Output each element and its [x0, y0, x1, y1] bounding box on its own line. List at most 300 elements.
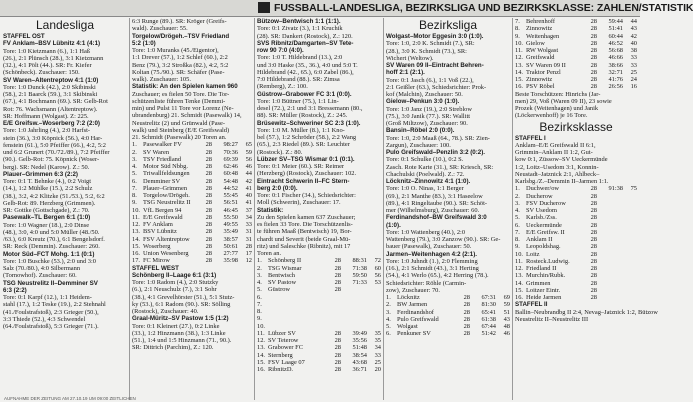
goals-cell: 98:27 — [223, 141, 238, 149]
team-cell: FSV Laage 07 — [268, 358, 305, 366]
games-cell: 28 — [205, 199, 212, 207]
team-cell: FSV Ducherow — [526, 199, 566, 207]
rank-cell: 10. — [132, 206, 140, 214]
match-headline: STAFFEL I — [515, 134, 546, 142]
text-line: (67.), 4:1 Bochmann (69.). SR: Gelb-Rot — [3, 98, 108, 106]
goals-cell: 44:52 — [223, 184, 238, 192]
match-headline: STAFFEL OST — [3, 33, 45, 40]
team-cell — [268, 315, 329, 322]
text-line: (90.). Gelb-Rot: 75. Köpnick (Woser- — [3, 156, 100, 164]
table-row — [515, 193, 637, 200]
rank-cell: 15. — [132, 242, 140, 250]
text-line: Karlsbg./Z.–Demmin II–Jarmen 1:1. — [515, 178, 609, 185]
rank-cell: 2. — [386, 301, 391, 309]
goals-cell: 51:42 — [481, 330, 496, 338]
goals-cell — [341, 294, 367, 301]
match-headline: STAFFEL II — [515, 301, 548, 309]
rank-cell: 6. — [257, 293, 262, 301]
team-cell: FV Anklam — [143, 221, 173, 228]
text-line: (41./Foulstrafstoß), 2:3 Grieger (50.), — [3, 308, 99, 316]
text-line: (65.), 2:3 Riedel (89.). SR: Leuchter — [257, 141, 350, 149]
text-line: Tore: 0:1 Meier (60.). SR: Reimer — [257, 163, 345, 170]
goals-cell: 36:71 — [352, 366, 367, 373]
standings-table-west — [257, 257, 381, 373]
text-line: Tore: 1:0, 2:0 Maaß (64., 78.). SR: Zien- — [386, 134, 490, 142]
text-line: Moll (Schwerin), Zuschauer: 17. — [257, 199, 341, 207]
column-landesliga-ost — [3, 18, 127, 400]
rank-cell: 12. — [515, 54, 523, 62]
text-line: Wattenberg (79.), 3:0 Zanzow (90.). SR: Ge- — [386, 236, 501, 243]
rank-cell: 4. — [257, 279, 262, 286]
text-line: schützenliste führen Tenke (Demmi- — [132, 97, 226, 105]
games-cell: 28 — [205, 170, 212, 178]
text-line: Tore: 1:0 Kietzmann (6.), 1:1 Haß — [3, 47, 91, 55]
text-line: Tore: 0:1 T. Behnke (4.), 0:2 Voigt — [3, 178, 92, 185]
match-headline: Schönberg II–Laage 6:1 (3:1) — [132, 271, 217, 279]
match-headline: hoff 2:1 (2:1). — [386, 69, 425, 77]
match-headline: E/E Greifsw.–Woserberg 7:2 (2:0) — [3, 120, 100, 127]
text-line: Anklam–E/E Greifswald II 6:1, — [515, 141, 596, 149]
rank-cell: 16. — [515, 294, 523, 301]
points-cell: 53 — [374, 279, 381, 286]
points-cell — [367, 315, 381, 322]
games-cell: 28 — [590, 47, 597, 54]
games-cell: 28 — [205, 184, 212, 192]
text-line: (33.), 1:2 Hinzmann (38.), 1:3 Linke — [132, 329, 226, 337]
text-line: wald). Zuschauer: 55. — [132, 25, 188, 33]
team-cell: FC Mirow — [143, 257, 170, 265]
points-cell: 12 — [245, 257, 252, 265]
points-cell: 42 — [630, 32, 637, 40]
team-cell: SV Waren 09 II — [526, 61, 566, 69]
team-cell: Murchin/Rubk. — [526, 272, 566, 280]
games-cell: 28 — [590, 32, 597, 40]
team-cell — [268, 308, 329, 315]
text-line: Neustrelitz II–Neustrelitz III — [515, 315, 589, 323]
text-line: (6.), 2:1 Neuschulz (7.), 3:1 Sohr — [132, 286, 217, 294]
points-cell: 72 — [374, 257, 381, 265]
text-line: (54.), 4:1 Werlo (65.), 4:2 Herring (78.). — [386, 272, 489, 280]
text-line: min) und Pulst 11 Tore vor Lorenz (Ne- — [132, 105, 234, 112]
goals-cell: 46:52 — [608, 39, 623, 47]
text-line: (Groß Miltzow), Zuschauer: 90. — [386, 120, 468, 127]
rank-cell: 15. — [515, 286, 523, 294]
table-row — [386, 309, 510, 316]
points-cell: 33 — [630, 61, 637, 69]
points-cell: 24 — [630, 76, 637, 83]
points-cell — [367, 308, 381, 315]
team-cell: Woserberg — [143, 242, 171, 250]
games-cell: 28 — [590, 39, 597, 47]
text-line: Tore: 1:0 Janz (19.), 2:0 Streblow — [386, 105, 472, 113]
text-line: 7:0 Hildebrand (88.). SR: Zimsa — [257, 76, 340, 83]
team-cell: Pulo Greifswald — [397, 315, 439, 323]
team-cell: Zinnowitz — [526, 76, 553, 83]
text-line: (69.), 2:1 Manthe (83.), 3:1 Haseelow — [386, 192, 483, 200]
text-line: Zargun), Zuschauer: 100. — [386, 141, 451, 149]
goals-cell: 46:45 — [223, 206, 238, 214]
goals-cell: 70:36 — [223, 148, 238, 156]
rank-cell: 5. — [132, 170, 137, 178]
goals-cell: 38:66 — [608, 61, 623, 69]
rank-cell: 10. — [515, 39, 523, 47]
text-line: (Rostock), Zuschauer: 40. — [132, 308, 199, 315]
table-row — [515, 200, 637, 207]
section-heading-landesliga: Landesliga — [35, 18, 95, 32]
text-line: Tore: 0:1 Zivatz (3.), 1:1 Kruchik — [257, 25, 343, 33]
points-cell — [623, 200, 637, 207]
goals-cell — [597, 258, 623, 265]
rank-cell: 13. — [515, 61, 523, 69]
table-row — [515, 243, 637, 250]
match-headline: Eintracht Schwerin II–FC Stern- — [257, 177, 350, 185]
points-cell: 65 — [245, 141, 252, 149]
rank-cell: 11. — [257, 329, 265, 337]
points-cell: 43 — [630, 25, 637, 33]
text-line: Benz (79.), 3:2 Stroßka (82.), 4:2, 5:2 — [132, 61, 229, 69]
rank-cell: 7. — [515, 18, 520, 25]
text-line: 6:3 Runge (89.). SR: Kröger (Greifs- — [132, 18, 227, 25]
goals-cell: 61:38 — [481, 315, 496, 323]
games-cell: 28 — [590, 199, 597, 207]
team-cell: Zinnowitz — [526, 25, 553, 33]
points-cell: 31 — [245, 228, 252, 236]
team-cell: Loitzer Eintr. — [526, 286, 561, 294]
goals-cell: 56:51 — [223, 199, 238, 207]
goals-cell — [597, 222, 623, 229]
team-cell: Duchwer/ow — [526, 185, 560, 193]
table-row — [386, 316, 510, 323]
table-row — [515, 69, 637, 76]
games-cell: 28 — [590, 236, 597, 243]
table-row — [132, 257, 252, 264]
text-line: fenstein (61.), 5:0 Pfeiffer (66.), 4:2, 5:2 — [3, 141, 106, 149]
standings-table-bezirksliga — [386, 294, 510, 338]
text-line: Toren an. — [257, 250, 282, 257]
text-line: Tore: 1:0 O. Ninas, 1:1 Berger — [386, 185, 464, 193]
points-cell: 40 — [630, 39, 637, 47]
team-cell: PSV Röbel — [526, 83, 555, 91]
team-cell: BSV Lübnitz — [143, 228, 177, 236]
banner-title: FUSSBALL-LANDESLIGA, BEZIRKSLIGA UND BEZIRKSKLASSE: ZAHLEN/STATISTIK — [274, 2, 693, 14]
games-cell: 28 — [590, 221, 597, 229]
rank-cell: 8. — [132, 192, 137, 199]
team-cell: Motor Süd Nbbg. — [143, 163, 188, 170]
table-row — [386, 323, 510, 330]
text-line: (28.), 3:0 K. Schmidt (73.), SR: — [386, 47, 467, 55]
match-reports — [257, 18, 381, 257]
top-scorers-note — [515, 91, 637, 120]
rank-cell: 4. — [515, 207, 520, 214]
points-cell — [623, 287, 637, 294]
text-line: es fielen 33 Tore. Die Torschützenlis- — [257, 221, 353, 228]
rank-cell: 6. — [515, 221, 520, 229]
team-cell: Union Wesenberg — [143, 250, 189, 257]
points-cell: 41 — [245, 199, 252, 207]
text-line: (Tornowhof). Zuschauer: 60. — [3, 272, 77, 280]
text-line: (26.), 2:1 Plünsch (28.), 3:1 Kietzmann — [3, 54, 104, 62]
table-row — [257, 366, 381, 373]
points-cell: 44 — [630, 18, 637, 25]
rank-cell: 7. — [257, 300, 262, 308]
text-line: desel (72.), 2:1 und 3:1 Bressemann (80., — [257, 105, 363, 112]
table-row — [132, 207, 252, 214]
text-line: (58.), 2:1 Baarck (59.), 3:1 Skibinski — [3, 91, 98, 98]
team-cell: Plauer–Grimmen — [143, 184, 188, 192]
table-row — [257, 323, 381, 330]
goals-cell — [341, 315, 367, 322]
goals-cell: 46:66 — [608, 54, 623, 62]
team-cell: Karlsb./Zss. — [526, 214, 557, 222]
rank-cell: 6. — [132, 177, 137, 185]
page-banner — [0, 0, 693, 17]
goals-cell: 67:44 — [481, 323, 496, 330]
rank-cell: 1. — [257, 257, 262, 265]
table-row — [515, 222, 637, 229]
column-divider — [512, 18, 513, 400]
games-cell: 28 — [590, 286, 597, 294]
table-row — [515, 62, 637, 69]
text-line: (89.), 4:1 Ringeltaube (90.). SR: Schöt- — [386, 199, 487, 207]
rank-cell: 14. — [132, 235, 140, 243]
table-row — [515, 258, 637, 265]
match-headline: Jarmen–Weitenhagen 4:2 (2:1). — [386, 250, 478, 258]
text-line: SR: Gottke (Gottschgade), Z.: 70. — [3, 207, 90, 214]
games-cell: 28 — [590, 192, 597, 200]
column-divider — [254, 18, 255, 400]
text-line: bauer (Pasewalk), Zuschauer: 50. — [386, 243, 472, 251]
table-row — [257, 272, 381, 279]
text-line: ky (53.), 6:1 Radom (90.). SR: Sölling — [132, 300, 231, 308]
games-cell: 28 — [334, 337, 341, 344]
text-line: Prozek (Weitenhagen) und Janik — [515, 105, 599, 112]
match-reports-west — [132, 265, 252, 352]
text-line: (Herzberg) (Rostock), Zuschauer: 102. — [257, 170, 357, 178]
points-cell: 46 — [245, 163, 252, 170]
team-cell: Ueckermünde — [526, 221, 562, 229]
games-cell: 28 — [334, 358, 341, 366]
games-cell: 28 — [463, 301, 470, 309]
text-line: Tore: 0:1 Karpf (12.), 1:1 Heidem- — [3, 294, 92, 301]
games-cell: 28 — [205, 235, 212, 243]
text-line: und 6:2 Grunert (70./72./89.), 7:2 Pfeiffer — [3, 149, 110, 156]
points-cell: 25 — [374, 358, 381, 366]
points-cell: 33 — [630, 54, 637, 62]
team-cell: Anklam II — [526, 236, 553, 243]
games-cell: 28 — [590, 83, 597, 91]
goals-cell: 71:33 — [352, 279, 367, 286]
points-cell: 46 — [503, 330, 510, 338]
rank-cell: 8. — [257, 308, 262, 315]
table-row — [515, 287, 637, 294]
rank-cell: 13. — [257, 344, 265, 352]
table-row — [515, 207, 637, 214]
match-headline: SVS Ribnitz/Damgarten–SV Tete- — [257, 39, 354, 47]
match-headline: 5:2 (1:0) — [132, 39, 156, 47]
points-cell — [623, 265, 637, 272]
text-line: zow), Zuschauer: 70. — [386, 286, 440, 294]
text-line: Chachulski (Poelwald). Z.: 72. — [386, 170, 465, 178]
points-cell — [623, 258, 637, 265]
team-cell: SV Teterow — [268, 337, 299, 344]
team-cell: Demminer SV — [143, 177, 181, 185]
table-row — [257, 265, 381, 272]
points-cell: 59 — [503, 301, 510, 309]
text-line: Hildebrand (42., 65.), 6:0 Zabel (86.), — [257, 68, 354, 76]
games-cell: 28 — [590, 228, 597, 236]
games-cell: 28 — [334, 286, 341, 294]
text-line: Koltan (75./90.). SR: Schäfer (Pase- — [132, 68, 225, 76]
team-cell: Pasewalker FV — [143, 141, 182, 149]
match-headline: Torgelow/Drögeh.–TSV Friedland — [132, 32, 230, 40]
team-cell: SV Usedom — [526, 207, 557, 214]
text-line: Schiedsrichter: Röhle (Carmin- — [386, 279, 467, 287]
goals-cell: 27:77 — [223, 250, 238, 257]
games-cell: 28 — [590, 68, 597, 76]
match-headline: Lübzer SV–TSG Wismar 0:1 (0:1). — [257, 155, 355, 163]
team-cell: Torgelow/Drögeh. — [143, 192, 190, 199]
goals-cell: 71:38 — [352, 264, 367, 272]
text-line: Wichert (Weltow). — [386, 54, 434, 62]
table-row — [386, 294, 510, 301]
text-line: kof (Malchin), Zuschauer: 50. — [386, 91, 463, 98]
goals-cell: 60:44 — [608, 32, 623, 40]
text-line: Tore: 0:1 Jasch (6.), 1:1 Voß (22.), — [386, 76, 474, 84]
text-line: (38.), 4:1 Grevelhörster (51.), 5:1 Stutz- — [132, 293, 235, 301]
table-row — [257, 315, 381, 322]
match-headline: TSG Neustrelitz II–Demminer SV — [3, 279, 98, 287]
team-cell: Schönberg II — [268, 257, 302, 265]
games-cell: 28 — [590, 272, 597, 280]
goals-cell: 51:48 — [352, 344, 367, 352]
rank-cell: 10. — [257, 322, 265, 330]
rank-cell: 4. — [386, 315, 391, 323]
points-cell: 28 — [245, 242, 252, 250]
text-line: Tore: 1:0 M. Müller (8.), 1:1 Kno- — [257, 126, 345, 134]
table-row — [515, 229, 637, 236]
points-cell — [623, 236, 637, 243]
text-line: stein (36.), 3:0 Köpnick (56.), 4:0 Har- — [3, 134, 103, 142]
points-cell: 17 — [245, 250, 252, 257]
games-cell: 28 — [590, 61, 597, 69]
rank-cell: 12. — [132, 221, 140, 228]
points-cell — [623, 207, 637, 214]
goals-cell: 38:54 — [352, 351, 367, 359]
banner-marker — [258, 2, 270, 13]
points-cell: 31 — [245, 235, 252, 243]
rank-cell: 5. — [386, 323, 391, 330]
column-landesliga-continued — [132, 18, 252, 400]
table-row — [132, 185, 252, 192]
match-headline: Bützow–Bentwisch 1:1 (1:1). — [257, 18, 341, 25]
table-row — [257, 337, 381, 344]
points-cell — [623, 294, 637, 301]
text-line: Tore: 1:0 Buschke (53.), 2:0 und 3:0 — [3, 257, 96, 265]
games-cell: 28 — [334, 344, 341, 352]
text-line: kow 0:1, Züssow–SV Ueckermünde — [515, 156, 608, 164]
games-cell: 28 — [205, 213, 212, 221]
points-cell: 60 — [374, 264, 381, 272]
table-row — [132, 250, 252, 257]
games-cell — [329, 308, 341, 315]
text-line: te führen Maaß (Bentwisch) 19, Bor- — [257, 228, 352, 236]
goals-cell: 38:57 — [223, 235, 238, 243]
games-cell: 28 — [590, 243, 597, 251]
rank-cell: 14. — [257, 351, 265, 359]
goals-cell — [341, 308, 367, 315]
rank-cell: 10. — [515, 250, 523, 258]
team-cell: Greifswald — [526, 54, 555, 62]
text-line: (14.), 1:2 Mühlke (15.), 2:2 Schulz — [3, 185, 93, 193]
text-line: (Remberg), Z.: 100. — [257, 83, 308, 91]
goals-cell — [597, 229, 623, 236]
team-cell: Loitz — [526, 250, 540, 258]
games-cell — [329, 315, 341, 322]
team-cell: Traktor Penzl — [526, 68, 561, 76]
rank-cell: 9. — [515, 32, 520, 40]
match-headline: Löcknitz–Zinnowitz 4:1 (1:0). — [386, 178, 471, 185]
rank-cell: 1. — [515, 185, 520, 193]
goals-cell: 65:41 — [481, 308, 496, 316]
text-line: ubrandenburg) 21. Schmidt (Pasewalk) 14, — [132, 112, 242, 120]
games-cell: 28 — [463, 323, 470, 330]
goals-cell — [597, 280, 623, 287]
rank-cell: 8. — [515, 236, 520, 243]
games-cell: 28 — [205, 250, 212, 257]
rank-cell: 15. — [515, 76, 523, 83]
games-cell: 28 — [205, 163, 212, 170]
text-line: Tore: 1:0 Jahrling (4.), 2:0 Harfst- — [3, 127, 91, 135]
games-cell — [329, 323, 341, 330]
points-cell: 42 — [245, 177, 252, 185]
text-line: Rot: 76. Wachsmann (Altentreptow). — [3, 105, 98, 113]
match-headline: (1:0). — [386, 221, 401, 229]
rank-cell: 13. — [132, 228, 140, 236]
text-line: 1:2, Loitz–Usedom 3:1, Konnin- — [515, 163, 599, 171]
games-cell: 28 — [334, 271, 341, 279]
text-line: Neustrelitz (2) und Grünwald (Pase- — [132, 119, 225, 127]
games-cell: 28 — [463, 315, 470, 323]
goals-cell — [597, 272, 623, 279]
match-headline: Gielow–Penkun 3:0 (1:0). — [386, 98, 460, 106]
goals-cell: 59:44 — [608, 18, 623, 25]
text-line: (64./Foulstrafstoß), 5:3 Grieger (71.). — [3, 323, 99, 330]
points-cell: 16 — [630, 83, 637, 91]
table-row — [132, 192, 252, 199]
team-cell: Lübzer SV — [268, 329, 296, 337]
table-row — [515, 76, 637, 83]
table-row — [257, 352, 381, 359]
text-line: Tore: 1:0 Radom (4.), 2:0 Stutzky — [132, 279, 219, 286]
team-cell — [268, 323, 329, 330]
goals-cell — [341, 301, 367, 308]
text-line: (16.), 2:1 Schmidt (43.), 3:1 Herting — [386, 265, 479, 272]
text-line: (Schönbeck). Zuschauer: 150. — [3, 69, 80, 77]
text-line: und 3:0 Haske (35., 36.), 4:0 und 5:0 T. — [257, 61, 358, 69]
table-row — [515, 54, 637, 61]
points-cell: 48 — [503, 323, 510, 330]
text-line: (Rostock). Z.: 80. — [257, 148, 303, 156]
section-heading-bezirksliga: Bezirksliga — [418, 18, 478, 32]
text-line: Tore: 1:0, 2:0 K. Schmidt (7.), SR: — [386, 40, 475, 48]
goals-cell: 49:55 — [223, 221, 238, 228]
games-cell: 28 — [205, 221, 212, 228]
match-headline: Statistik: An den Spielen kamen 960 — [132, 83, 238, 91]
text-line: mer (Wilhelmsburg), Zuschauer: 60. — [386, 207, 480, 214]
table-row — [257, 308, 381, 315]
match-results-staffel-1 — [515, 135, 637, 186]
match-results-staffel-2 — [515, 301, 658, 323]
